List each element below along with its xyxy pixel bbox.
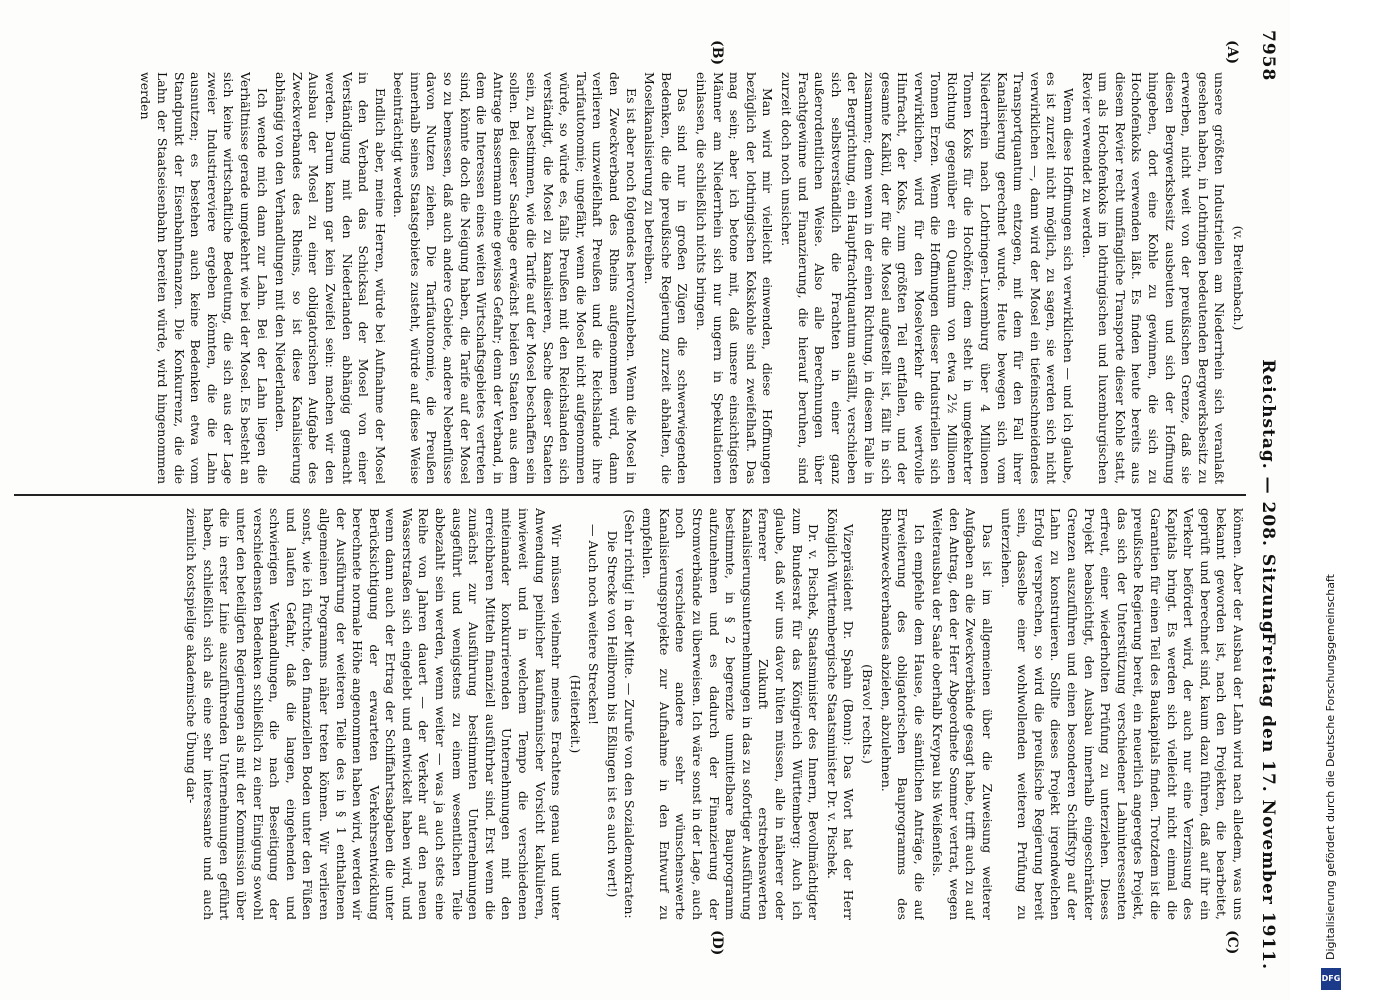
- side-margin: [1294, 0, 1383, 1000]
- left-column: [14, 72, 1246, 484]
- interjection: — Auch noch weitere Strecken!: [586, 524, 602, 726]
- paragraph: Es ist aber noch folgendes hervorzuheben. Wenn die Mosel in den Zweckverband des Rheins aufgenommen wird, dann verlieren unzweifelhaft Preußen und die Reichslande ihre Tarifautonomie; ungefähr, wenn die Mosel nicht aufgenommen würde, so würde es, falls Preußen mit den Reichslanden sich verständigt, die Mosel zu kanalisieren, Sache dieser Staaten sein, zu bestimmen, wie die Tarife auf der Mosel beschaffen sein sollen. Bei dieser Sachlage erwächst beiden Staaten aus dem Antrage Bassermann eine gewisse Gefahr; denn der Verband, in dem die Interessen eines weiten Wirtschaftsgebietes vertreten sind, könnte doch die Neigung haben, die Tarife auf der Mosel so zu bemessen, daß auch andere Gebiete, andere Nebenflüsse davon Nutzen ziehen. Die Tarifautonomie, die Preußen innerhalb seines Staatsgebietes zusteht, würde auf diese Weise beeinträchtigt werden.: [391, 72, 639, 484]
- page-title: Reichstag. — 208. Sitzung.: [1258, 359, 1278, 641]
- paragraph: Wir müssen vielmehr meines Erachtens genau und unter Anwendung peinlicher kaufmännischer Vorsicht kalkulieren, inwieweit und in welchem Tempo die verschiedenen miteinander konkurrierenden Unternehmungen mit den erreichbaren Mitteln finanziell ausführbar sind. Erst wenn die zunächst zur Ausführung bestimmten Unternehmungen ausgeführt und wenigstens zu einem wesentlichen Teile abbezahlt sein werden, wenn weiter — was ja auch stets eine Reihe von Jahren dauert — der Verkehr auf den neuen Wasserstraßen sich eingelebt und entwickelt haben wird, und wenn dann auch der Ertrag der Schiffahrtsabgaben die unter Berücksichtigung der erwarteten Verkehrsentwicklung berechnete normale Höhe angenommen haben wird, werden wir der Ausführung der weiteren Teile des in § 1 enthaltenen allgemeinen Programms näher treten können. Wir verlieren sonst, wie ich fürchte, den finanziellen Boden unter den Füßen und laufen Gefahr, daß die langen, eingehenden und schwierigen Verhandlungen, die nach Beseitigung der verschiedensten Bedenken schließlich zu einer Einigung sowohl unter den beteiligten Regierungen als mit der Kommission über die in erster Linie auszuführenden Unternehmungen geführt haben, schließlich sich als eine sehr interessante und auch ziemlich kostspielige akademische Übung dar-: [184, 508, 565, 920]
- page-header: [1250, 30, 1282, 970]
- margin-marker-c: (C): [1224, 930, 1240, 955]
- right-column: [14, 508, 1246, 920]
- digitization-credit: Digitalisierung gefördert durch die Deutsche Forschungsgemeinschaft: [1324, 574, 1337, 960]
- paragraph: Dr. v. Pischek, Staatsminister des Innern, Bevollmächtigter zum Bundesrat für das Königreich Württemberg: Auch ich glaube, daß wir uns davor hüten müssen, alle in näherer oder fernerer Zukunft erstrebenswerten Kanalisierungsunternehmungen in das zu sofortiger Ausführung bestimmte, in § 2 begrenzte unmittelbare Bauprogramm aufzunehmen und es dadurch der Finanzierung der Stromverbände zu überweisen. Ich wäre sonst in der Lage, auch noch verschiedene andere sehr wünschenswerte Kanalisierungsprojekte zur Aufnahme in den Entwurf zu empfehlen.: [640, 508, 822, 920]
- paragraph: unsere größten Industriellen am Niederrhein sich veranlaßt gesehen haben, in Lothringen bedeutenden Bergwerksbesitz zu erwerben, nicht weit von der preußischen Grenze, daß sie diesen Bergwerksbesitz ausbeuten und sich der Hoffnung hingeben, dort eine Kohle zu gewinnen, die sich zu Hochofenkoks verwenden läßt. Es finden heute bereits aus diesem Revier recht umfängliche Transporte dieser Kohle statt, um als Hochofenkoks im lothringischen und luxemburgischen Revier verwendet zu werden.: [1079, 72, 1228, 484]
- interjection: (Sehr richtig! in der Mitte. — Zurufe von den Sozialdemokraten: Die Strecke von Heilbronn bis Eßlingen ist es auch wert!): [605, 509, 637, 919]
- paragraph: können. Aber der Ausbau der Lahn wird nach alledem, was uns bekannt geworden ist, nach den Projekten, die bearbeitet, geprüft und berechnet sind, kaum dazu führen, daß auf ihr ein Verkehr befördert wird, der auch nur eine Verzinsung des Kapitals bringt. Es werden sich vielleicht nicht einmal die Garantien für einen Teil des Baukapitals finden. Trotzdem ist die preußische Regierung bereit, ein neuerlich angeregtes Projekt, das sich der Unterstützung verschiedener Lahninteressenten erfreut, einer wiederholten Prüfung zu unterziehen. Dieses Projekt beabsichtigt, den Ausbau innerhalb eingeschränkter Grenzen auszuführen und einen besonderen Schiffstyp auf der Lahn zu konstruieren. Sollte dieses Projekt irgendwelchen Erfolg versprechen, so wird die preußische Regierung bereit sein, dasselbe einer wohlwollenden weiteren Prüfung zu unterziehen.: [998, 508, 1246, 920]
- margin-marker-a: (A): [1224, 40, 1240, 65]
- paragraph: Endlich aber, meine Herren, würde bei Aufnahme der Mosel in den Verband das Schicksal der Mosel von einer Verständigung mit den Niederlanden abhängig gemacht werden. Darum kann gar kein Zweifel sein: machen wir den Ausbau der Mosel zu einer obligatorischen Aufgabe des Zweckverbandes des Rheins, so ist diese Kanalisierung abhängig von den Verhandlungen mit den Niederlanden.: [273, 72, 388, 484]
- applause-note: (Bravo! rechts.): [859, 664, 875, 764]
- paragraph: Man wird mir vielleicht einwenden, diese Hoffnungen bezüglich der lothringischen Kokskohle sind zweifelhaft. Das mag sein; aber ich betone mit, daß unsere einsichtigsten Männer am Niederrhein sich nur ungern in Spekulationen einlassen, die schließlich nichts bringen.: [694, 72, 776, 484]
- margin-marker-d: (D): [709, 930, 725, 956]
- page-number: 7958: [1258, 30, 1278, 82]
- paragraph: Das sind nur in großen Zügen die schwerwiegenden Bedenken, die die preußische Regierung zurzeit abhalten, die Moselkanalisierung zu betreiben.: [642, 72, 691, 484]
- interjection: (Heiterkeit.): [567, 674, 583, 754]
- speaker-note: (v. Breitenbach.): [1231, 225, 1246, 331]
- paragraph: Vizepräsident Dr. Spahn (Bonn): Das Wort hat der Herr Königlich Württembergische Staatsminister Dr. v. Pischek.: [824, 508, 857, 920]
- paragraph: Ich empfehle dem Hause, die sämtlichen Anträge, die auf Erweiterung des obligatorischen Bauprogramms des Rheinzweckverbandes abzielen, abzulehnen.: [878, 508, 927, 920]
- paragraph: Ich wende mich dann zur Lahn. Bei der Lahn liegen die Verhältnisse gerade umgekehrt wie bei der Mosel. Es besteht an sich keine wirtschaftliche Bedeutung, die sich aus der Lage zweier Industriereviere ergeben könnten, die die Lahn ausnutzen; es bestehen auch keine Bedenken etwa vom Standpunkt der Eisenbahnfinanzen. Die Konkurrenz, die die Lahn der Staatseisenbahn bereiten würde, wird hingenommen werden: [138, 72, 270, 484]
- margin-marker-b: (B): [709, 40, 725, 66]
- column-divider: [14, 494, 1246, 496]
- page-date: Freitag den 17. November 1911.: [1258, 632, 1278, 970]
- dfg-logo: DFG: [1321, 968, 1341, 990]
- paragraph: Das ist im allgemeinen über die Zuweisung weiterer Aufgaben an die Zweckverbände gesagt habe, trifft auch zu auf den Antrag, den der Herr Abgeordnete Sommer vertrat, wegen Weiterausbau der Saale oberhalb Kreypau bis Weißenfels.: [930, 508, 996, 920]
- paragraph: Wenn diese Hoffnungen sich verwirklichen — und ich glaube, es ist zurzeit nicht möglich, zu sagen, sie werden sich nicht verwirklichen —, dann wird der Mosel ein tiefeinschneidendes Transportquantum entzogen, mit dem für den Fall ihrer Kanalisierung gerechnet wurde. Heute bewegen sich vom Niederrhein nach Lothringen-Luxemburg über 4 Millionen Tonnen Koks für die Hochöfen; dem steht in umgekehrter Richtung gegenüber ein Quantum von etwa 2½ Millionen Tonnen Erzen. Wenn die Hoffnungen dieser Industriellen sich verwirklichen, wird für den Moselverkehr die wertvolle Hinfracht, der Koks, zum größten Teil entfallen, und der gesamte Kalkül, der für die Mosel aufgestellt ist, fällt in sich zusammen; denn wenn in der einen Richtung, in diesem Falle in der Bergrichtung, ein Hauptfrachtquantum ausfällt, verschieben sich selbstverständlich die Frachten in einer ganz außerordentlichen Weise. Also alle Berechnungen über Frachtgewinne und Finanzierung, die hierauf beruhen, sind zurzeit doch noch unsicher.: [778, 72, 1077, 484]
